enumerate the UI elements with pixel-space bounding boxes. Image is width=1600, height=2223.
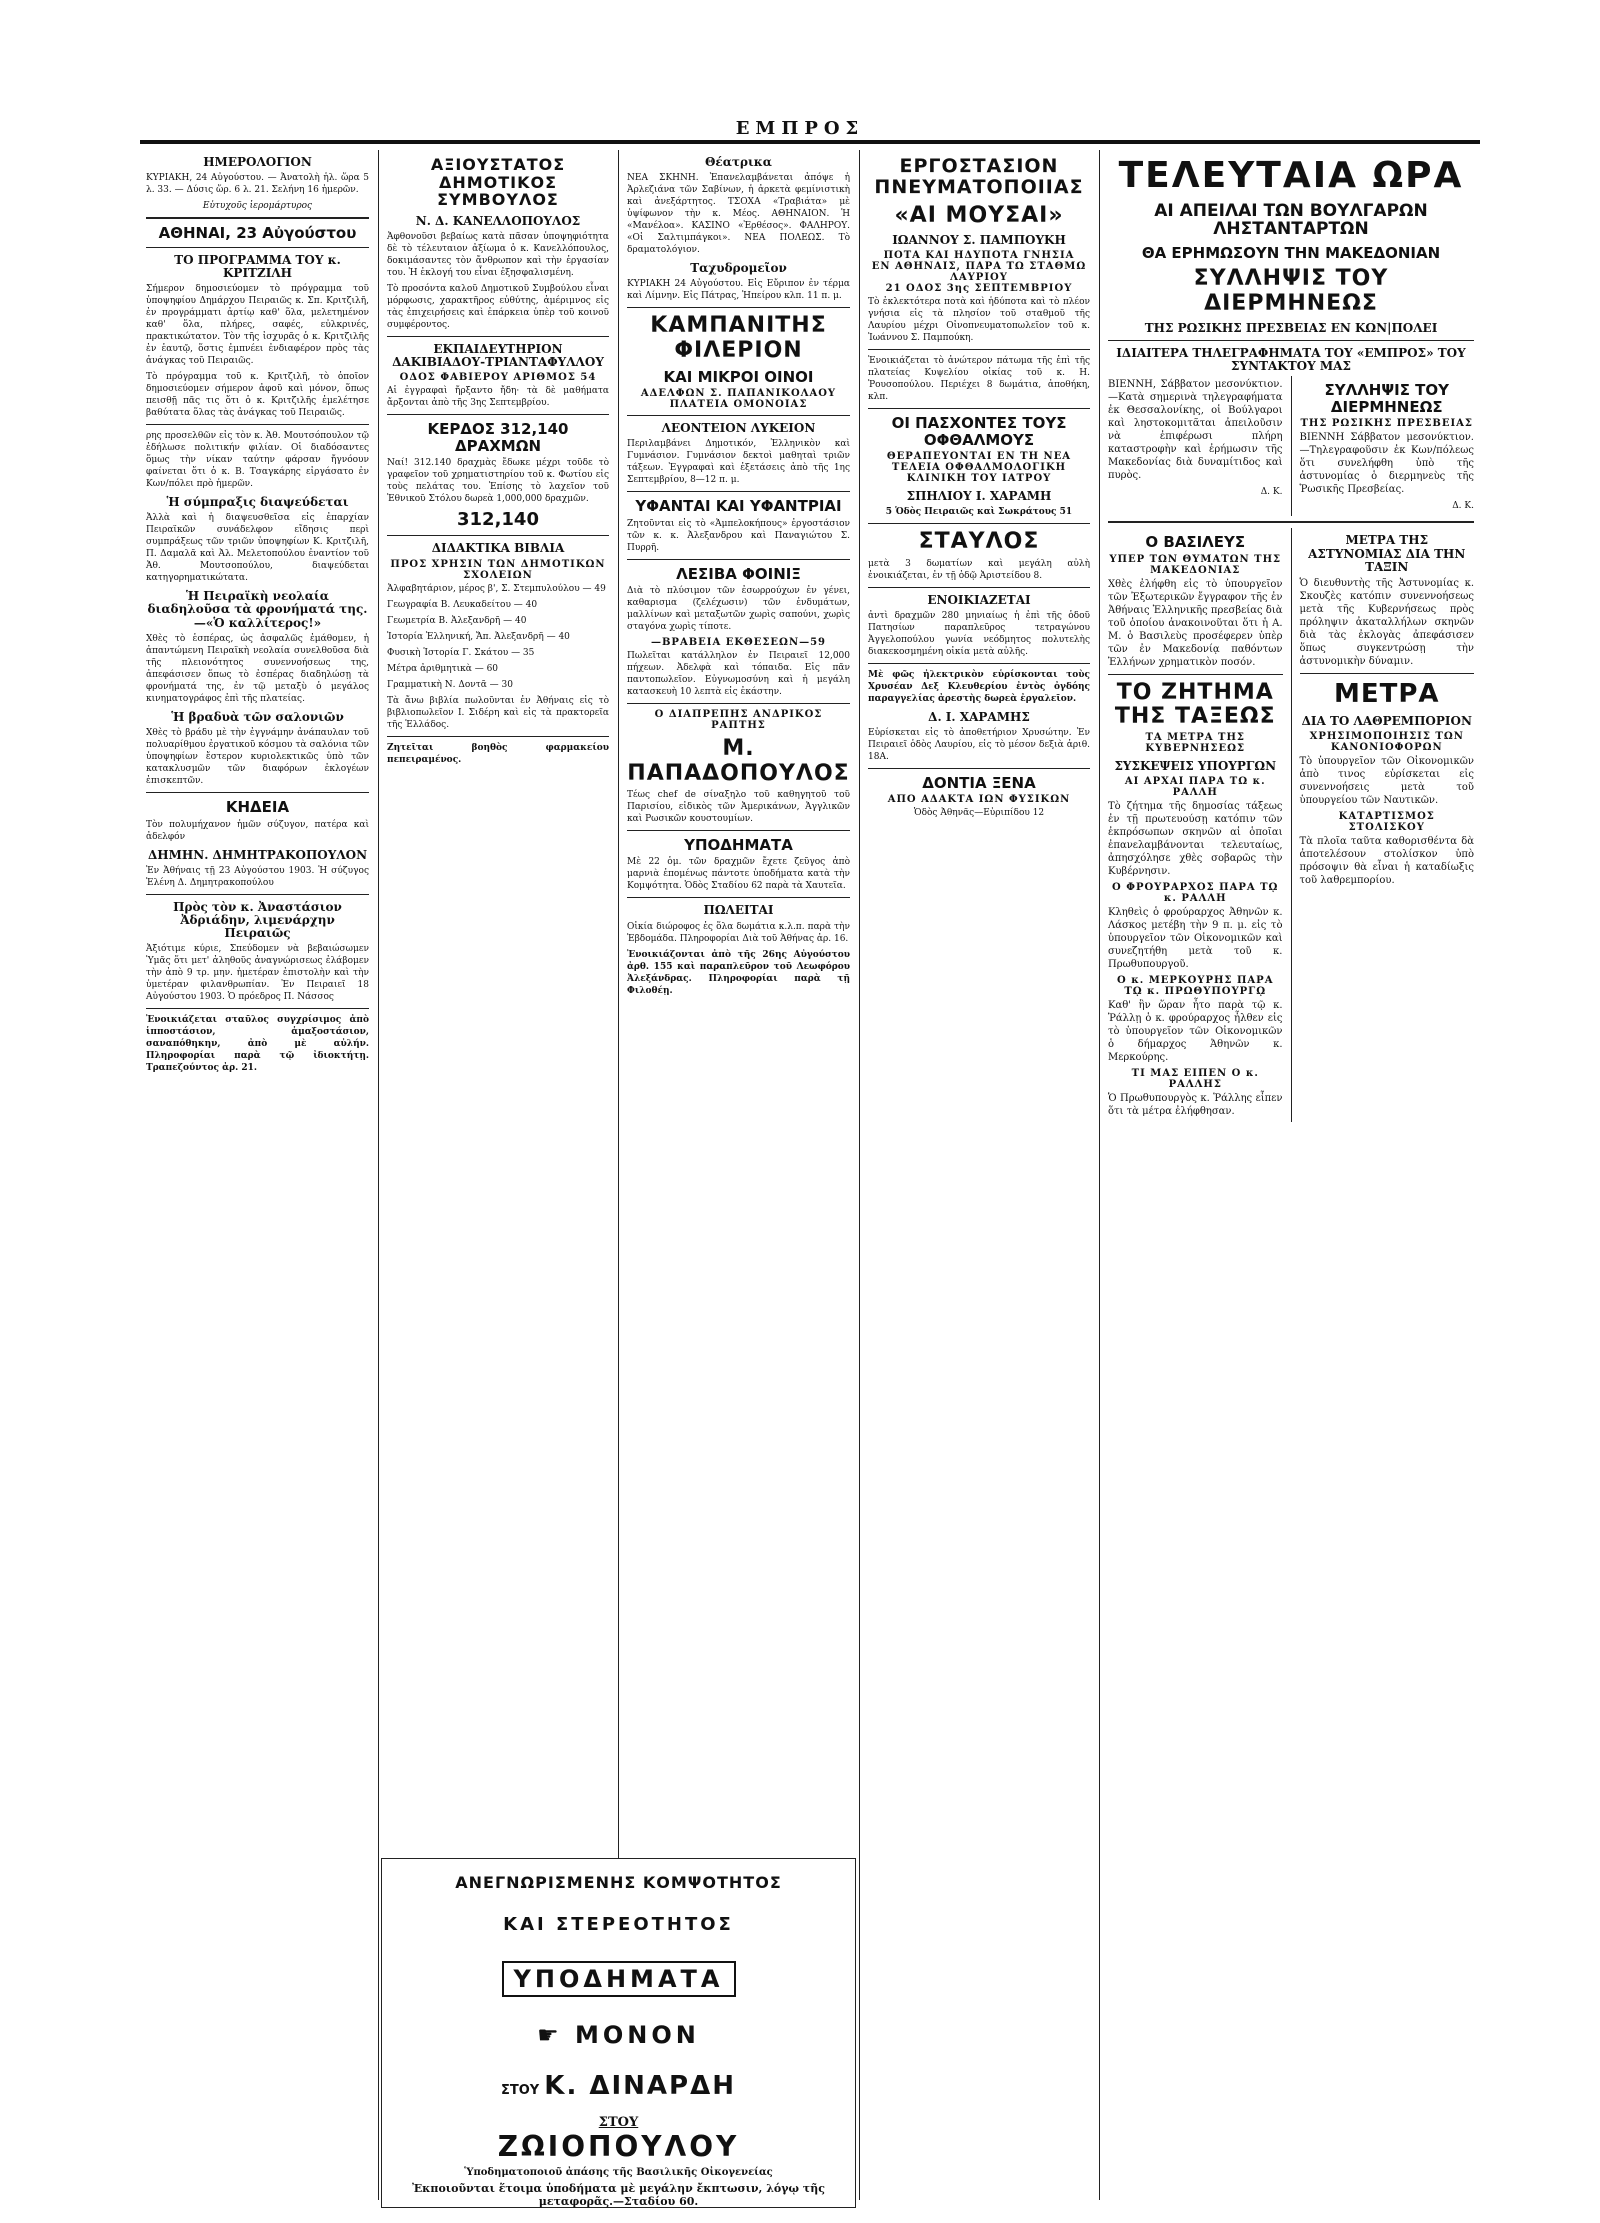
divider bbox=[627, 830, 850, 831]
school-heading: ΕΚΠΑΙΔΕΥΤΗΡΙΟΝ ΔΑΚΙΒΙΑΔΟΥ-ΤΡΙΑΝΤΑΦΥΛΛΟΥ bbox=[392, 341, 604, 370]
detergent-awards: —ΒΡΑΒΕΙΑ ΕΚΘΕΣΕΩΝ—59 bbox=[650, 637, 827, 649]
divider bbox=[868, 768, 1090, 769]
smuggling-heading: ΔΙΑ ΤΟ ΛΑΘΡΕΜΠΟΡΙΟΝ bbox=[1301, 713, 1472, 728]
article-text: Ἀλλὰ καὶ ἡ διαψευσθεῖσα εἰς ἐπαρχίαν Πειραϊκῶν συνάδελφον εἴδησις περὶ συμπράξεως τῶν τριῶν ὑποψηφίων Κ. Κριτζιλῆ, Π. Δαμαλᾶ καὶ Ἀλ. Μελετοπούλου ἐναντίον τοῦ Ἀθ. Μουτσοπούλου, διαψεύδεται κατηγορηματικώτατα. bbox=[146, 513, 369, 584]
books-heading: ΔΙΔΑΚΤΙΚΑ ΒΙΒΛΙΑ bbox=[431, 541, 565, 556]
divider bbox=[1108, 340, 1474, 341]
divider bbox=[1300, 673, 1475, 674]
deceased-name: ΔΗΜΗΝ. ΔΗΜΗΤΡΑΚΟΠΟΥΛΟΝ bbox=[147, 847, 368, 862]
divider bbox=[146, 894, 369, 895]
weavers-heading: ΥΦΑΝΤΑΙ ΚΑΙ ΥΦΑΝΤΡΙΑΙ bbox=[635, 497, 842, 516]
distillery-products: ΠΟΤΑ ΚΑΙ ΗΔΥΠΟΤΑ ΓΝΗΣΙΑ bbox=[883, 250, 1075, 262]
article-text: ρης προσελθῶν εἰς τὸν κ. Ἀθ. Μουτσόπουλον τῷ ἐδήλωσε πολιτικήν φιλίαν. Οἱ διαδόσαντες ὅμως τὴν νίκαν ταύτην φάρσαν ἤγνόουν φαίνεται ὅτι ὁ κ. Β. Τσαγκάρης εἰργάσατο ἐν Κων/πόλει πρὸ ἡμερῶν. bbox=[146, 431, 369, 490]
school-text: Αἱ ἐγγραφαὶ ἤρξαντο ἤδη· τὰ δὲ μαθήματα ἄρξονται ἀπὸ τῆς 3ης Σεπτεμβρίου. bbox=[387, 386, 609, 409]
post-heading: Ταχυδρομεῖον bbox=[690, 261, 787, 276]
newspaper-title: ΕΜΠΡΟΣ bbox=[735, 118, 865, 139]
article-heading: Ἡ βραδυὰ τῶν σαλονιῶν bbox=[171, 709, 344, 724]
detergent-text: Διὰ τὸ πλύσιμον τῶν ἐσωρρούχων ἐν γένει, καθαρισμα (ζελέχωσιν) τῶν ἐνδυμάτων, μαλλίνων καὶ μεταξωτῶν χωρὶς σαπούνι, χωρὶς σταγόνα χωρὶς τίποτε. bbox=[627, 586, 850, 633]
rent-heading: ΕΝΟΙΚΙΑΖΕΤΑΙ bbox=[927, 592, 1031, 607]
divider bbox=[146, 1008, 369, 1009]
dentures-subheading: ΑΠΟ ΑΔΑΚΤΑ ΙΩΝ ΦΥΣΙΚΩΝ bbox=[887, 794, 1071, 806]
dateline: ΑΘΗΝΑΙ, 23 Αὐγούστου bbox=[158, 224, 357, 243]
article-text: Σήμερον δημοσιεύομεν τὸ πρόγραμμα τοῦ ὑποψηφίου Δημάρχου Πειραιῶς κ. Σπ. Κριτζιλῆ, ἐν προγράμματι ἀρτίῳ καθ' ὅλα, μελετημένον καθ' ὅλα, πλήρες, σαφές, εὐλκρινές, πρακτικώτατον. Τὸν τῆς ἰσχυρᾶς ὁ κ. Κριτζιλῆς ἐν ἑαυτῷ, ὅστις ἐμπνέει ἐνδιαφέρον πρὸς τὰς ἀνάγκας τοῦ Πειραιῶς. bbox=[146, 284, 369, 367]
shoes-heading: ΥΠΟΔΗΜΑΤΑ bbox=[684, 835, 793, 854]
telegram-left bbox=[1108, 376, 1283, 516]
books-text: Τὰ ἄνω βιβλία πωλοῦνται ἐν Ἀθήναις εἰς τὸ βιβλιοπωλεῖον Ι. Σιδέρη καὶ εἰς τὰ πρακτορεῖα τῆς Ἑλλάδος. bbox=[387, 695, 609, 730]
letter-heading: Πρὸς τὸν κ. Ἀναστάσιον Ἀδριάδην, λιμενάρχην Πειραιῶς bbox=[173, 899, 342, 941]
eye-clinic-heading: ΟΙ ΠΑΣΧΟΝΤΕΣ ΤΟΥΣ ΟΦΘΑΛΜΟΥΣ bbox=[891, 414, 1067, 449]
arrest-heading: ΣΥΛΛΗΨΙΣ ΤΟΥ ΔΙΕΡΜΗΝΕΩΣ bbox=[1193, 266, 1389, 316]
telegram-text: ΒΙΕΝΝΗ, Σάββατον μεσονύκτιον.—Κατὰ σημερινὰ τηλεγραφήματα ἐκ Θεσσαλονίκης, οἱ Βούλγαροι καὶ ληστοκομιτᾶται ἀπειλοῦσιν νὰ ἐπιφέρωσι πλήρη καταστροφὴν καὶ ἐρήμωσιν τῆς Μακεδονίας διὰ δυναμίτιδος καὶ πυρὸς. bbox=[1108, 379, 1283, 482]
wine-ad-address: ΠΛΑΤΕΙΑ ΟΜΟΝΟΙΑΣ bbox=[669, 399, 808, 411]
ad-line-discount: Ἐκποιοῦνται ἕτοιμα ὑποδήματα μὲ μεγάλην ἔκπτωσιν, λόγῳ τῆς μεταφορᾶς.—Σταδίου 60. bbox=[412, 2182, 825, 2208]
column-4 bbox=[862, 150, 1096, 2200]
ad-only-text: ΜΟΝΟΝ bbox=[575, 2021, 700, 2049]
column-divider bbox=[1099, 150, 1100, 2200]
police-heading: ΜΕΤΡΑ ΤΗΣ ΑΣΤΥΝΟΜΙΑΣ ΔΙΑ ΤΗΝ ΤΑΞΙΝ bbox=[1308, 533, 1466, 574]
authorities-heading: ΑΙ ΑΡΧΑΙ ΠΑΡΑ ΤΩ κ. ΡΑΛΛΗ bbox=[1124, 776, 1266, 799]
ad-text: Τὸ προσόντα καλοῦ Δημοτικοῦ Συμβούλου εἶναι μόρφωσις, χαρακτῆρος εὐθύτης, ἀμέριμνος εἰς τὰς ἐπιχειρήσεις καὶ ἐπάρκεια ὑπὲρ τοῦ κοινοῦ συμφέροντος. bbox=[387, 283, 609, 330]
ad-line-at: ΣΤΟΥ bbox=[598, 2115, 639, 2130]
threats-heading: ΑΙ ΑΠΕΙΛΑΙ ΤΩΝ ΒΟΥΛΓΑΡΩΝ ΛΗΣΤΑΝΤΑΡΤΩΝ bbox=[1154, 200, 1428, 240]
divider bbox=[146, 424, 369, 425]
book-item: Γραμματικὴ Ν. Δοντᾶ — 30 bbox=[387, 679, 513, 690]
book-item: Φυσικὴ Ἱστορία Γ. Σκάτου — 35 bbox=[387, 647, 535, 658]
lottery-text: Ναί! 312.140 δραχμὰς ἔδωκε μέχρι τοῦδε τὸ γραφεῖον τοῦ χρηματιστηρίου τοῦ κ. Φωτίου εἰς τοὺς πελάτας του. Ἐπίσης τὸ λαχεῖον τοῦ Ἐθνικοῦ Στόλου δωρεὰ 1,000,000 δραχμῶν. bbox=[387, 458, 609, 505]
divider bbox=[387, 535, 609, 536]
order-subheading: ΤΑ ΜΕΤΡΑ ΤΗΣ ΚΥΒΕΡΝΗΣΕΩΣ bbox=[1145, 732, 1246, 755]
classified-text: Ἐνοικιάζονται ἀπὸ τῆς 26ης Αὐγούστου ἀρθ. 155 καὶ παραπλεῦρον τοῦ Λεωφόρου Ἀλεξάνδρας. Πληροφορίαι παρὰ τῇ Φιλοθέῃ. bbox=[627, 949, 850, 996]
divider bbox=[387, 336, 609, 337]
eye-clinic-text: ΘΕΡΑΠΕΥΟΝΤΑΙ ΕΝ ΤΗ ΝΕΑ ΤΕΛΕΙΑ ΟΦΘΑΛΜΟΛΟΓΙΚΗ ΚΛΙΝΙΚΗ ΤΟΥ ΙΑΤΡΟΥ bbox=[886, 451, 1072, 485]
lyceum-heading: ΛΕΟΝΤΕΙΟΝ ΛΥΚΕΙΟΝ bbox=[661, 421, 816, 436]
tailor-heading: Μ. ΠΑΠΑΔΟΠΟΥΛΟΣ bbox=[627, 736, 850, 786]
shoes-text: Μὲ 22 ὁμ. τῶν δραχμῶν ἔχετε ζεῦγος ἀπὸ μαρνιὰ ἐπομένως πάντοτε ὑποδήματα κατὰ τὴν Κομψότητα. Ὁδὸς Σταδίου 62 παρὰ τὰ Χαυτεῖα. bbox=[627, 857, 850, 892]
column-1 bbox=[140, 150, 375, 2200]
lottery-amount: 312,140 bbox=[457, 509, 539, 531]
telegram-right bbox=[1300, 376, 1475, 516]
king-heading: Ο ΒΑΣΙΛΕΥΣ bbox=[1145, 533, 1246, 552]
garrison-text: Κληθεὶς ὁ φρούραρχος Ἀθηνῶν κ. Λάσκος μετέβη τὴν 9 π. μ. εἰς τὸ ὑπουργεῖον τῶν Οἰκονομικῶν καὶ συνεζητήθη μετὰ τοῦ κ. Πρωθυπουργοῦ. bbox=[1108, 907, 1283, 971]
lower-columns bbox=[1108, 528, 1474, 1122]
books-subheading: ΠΡΟΣ ΧΡΗΣΙΝ ΤΩΝ ΔΗΜΟΤΙΚΩΝ ΣΧΟΛΕΙΩΝ bbox=[390, 558, 606, 581]
ad-line-royal: Ὑποδηματοποιοῦ ἀπάσης τῆς Βασιλικῆς Οἰκογενείας bbox=[464, 2167, 773, 2178]
divider bbox=[627, 559, 850, 560]
distillery-text: Τὸ ἐκλεκτότερα ποτὰ καὶ ἡδύποτα καὶ τὸ πλέον γνήσια εἰς τὰ πλησίον τοῦ σταθμοῦ τῆς Λαυρίου μέχρι Οἰνοπνευματοπωλεῖον τοῦ κ. Ἰωάννου Σ. Παμπούκη. bbox=[868, 297, 1090, 344]
divider bbox=[387, 736, 609, 737]
column-divider bbox=[859, 150, 860, 2200]
article-heading: Ἡ Πειραϊκὴ νεολαία διαδηλοῦσα τὰ φρονήματά της.—«Ὁ καλλίτερος!» bbox=[147, 589, 368, 630]
divider bbox=[146, 792, 369, 793]
macedonia-heading: ΘΑ ΕΡΗΜΩΣΟΥΝ ΤΗΝ ΜΑΚΕΔΟΝΙΑΝ bbox=[1141, 243, 1441, 262]
wine-ad-owner: ΑΔΕΛΦΩΝ Σ. ΠΑΠΑΝΙΚΟΛΑΟΥ bbox=[640, 388, 837, 400]
post-text: ΚΥΡΙΑΚΗ 24 Αὐγούστου. Εἰς Εὔριπον ἐν τέρμα καὶ Λίμνην. Εἰς Πάτρας, Ἡπείρου κλπ. 11 π. μ. bbox=[627, 279, 850, 302]
lower-left bbox=[1108, 528, 1283, 1122]
arrest-subheading: ΤΗΣ ΡΩΣΙΚΗΣ ΠΡΕΣΒΕΙΑΣ ΕΝ ΚΩΝ|ΠΟΛΕΙ bbox=[1144, 320, 1438, 335]
telegram-signature: Δ. Κ. bbox=[1260, 487, 1283, 498]
divider bbox=[868, 408, 1090, 409]
funeral-text: Ἐν Ἀθήναις τῇ 23 Αὐγούστου 1903. Ἡ σύζυγος Ἑλένη Δ. Δημητρακοπούλου bbox=[146, 865, 369, 888]
theatre-text: ΝΕΑ ΣΚΗΝΗ. Ἐπανελαμβάνεται ἀπόψε ἡ Ἀρλεζιάνα τῶν Σαβίνων, ἡ ἀρκετὰ φεμίνιστικὴ καὶ ἀνεξάρτητος. ΤΣΟΧΑ «Τραβιάτα» μὲ ὑψίφωνον τὴν κ. Μέος. ΑΘΗΝΑΙΟΝ. Ἡ «Μανέλοα». ΚΑΣΙΝΟ «Ἐρθέσος». ΦΑΛΗΡΟΥ. «Οἱ Σαλτιμπάγκοι». ΝΕΑ ΠΟΛΕΩΣ. Τὸ δραματολόγιον. bbox=[627, 173, 850, 256]
distillery-address: 21 ΟΔΟΣ 3ης ΣΕΠΤΕΜΒΡΙΟΥ bbox=[885, 283, 1073, 295]
saint-of-day: Εὐτυχοῦς ἱερομάρτυρος bbox=[202, 201, 313, 212]
divider bbox=[868, 349, 1090, 350]
charamis-text: Εὑρίσκεται εἰς τὸ ἀποθετήριον Χρυσώτην. Ἐν Πειραιεῖ ὁδὸς Λαυρίου, εἰς τὸ μέσον δεξιὰ ἀριθ. 18Α. bbox=[868, 727, 1090, 762]
lower-right bbox=[1300, 528, 1475, 1122]
ad-line-shoes: ΥΠΟΔΗΜΑΤΑ bbox=[502, 1961, 736, 1997]
ad-shop-name: Κ. ΔΙΝΑΡΔΗ bbox=[544, 2071, 736, 2101]
last-hour-heading: ΤΕΛΕΥΤΑΙΑ ΩΡΑ bbox=[1118, 155, 1464, 196]
mercouris-text: Καθ' ἣν ὥραν ἦτο παρὰ τῷ κ. Ῥάλλῃ ὁ κ. φρούραρχος ἦλθεν εἰς τὸ ὑπουργεῖον τῶν Οἰκονομικῶν ὁ δήμαρχος Ἀθηνῶν κ. Μερκούρης. bbox=[1108, 1000, 1283, 1064]
fleet-text: Τὰ πλοῖα ταῦτα καθορισθέντα δὰ ἀποτελέσουν στολίσκον ὑπὸ πρόσοψιν θὰ εἶναι ἡ καταδίωξις τοῦ λαθρεμπορίου. bbox=[1299, 835, 1474, 886]
column-5 bbox=[1102, 150, 1480, 2200]
measures-heading: ΜΕΤΡΑ bbox=[1333, 678, 1440, 709]
telegrams-heading: ΙΔΙΑΙΤΕΡΑ ΤΗΛΕΓΡΑΦΗΜΑΤΑ ΤΟΥ «ΕΜΠΡΟΣ» ΤΟΥ ΣΥΝΤΑΚΤΟΥ ΜΑΣ bbox=[1116, 346, 1466, 374]
electric-text: Μὲ φῶς ἠλεκτρικὸν εὑρίσκονται τοὺς Χρυσέαν Δεξ Κλευθερίου ἐντὸς ὀγδόης παραγγελίας ἀρεστὴς δωρεὰ ἐργαλεῖον. bbox=[868, 669, 1090, 704]
book-item: Ἱστορία Ἑλληνική, Ἄπ. Ἀλεξανδρῆ — 40 bbox=[387, 631, 570, 642]
dentures-address: Ὁδὸς Ἀθηνᾶς—Εὐριπίδου 12 bbox=[913, 808, 1045, 819]
stable-text: μετὰ 3 δωματίων καὶ μεγάλη αὐλὴ ἐνοικιάζεται, ἐν τῇ ὁδῷ Ἀριστείδου 8. bbox=[868, 558, 1090, 581]
mercouris-heading: Ο κ. ΜΕΡΚΟΥΡΗΣ ΠΑΡΑ Τῼ κ. ΠΡΩΘΥΠΟΥΡΓῼ bbox=[1117, 975, 1274, 998]
ad-line-zoiopoulou: ΖΩΙΟΠΟΥΛΟΥ bbox=[497, 2130, 740, 2163]
detergent-heading: ΛΕΣΙΒΑ ΦΟΙΝΙΞ bbox=[676, 564, 801, 583]
article-heading: Ἡ σύμπραξις διαψεύδεται bbox=[166, 495, 349, 510]
wine-ad-subheading: ΚΑΙ ΜΙΚΡΟΙ ΟΙΝΟΙ bbox=[663, 367, 814, 386]
divider bbox=[627, 307, 850, 308]
pointing-hand-icon: ☛ bbox=[537, 2021, 575, 2049]
letter-text: Ἀξιότιμε κύριε, Σπεύδομεν νὰ βεβαιώσωμεν Ὑμᾶς ὅτι μετ' ἀληθοῦς ἀναγνώρισεως ἐλάβομεν τὴν ἀπὸ 9 τρ. μην. ἡμετέραν ἐπιστολὴν καὶ τὴν ὑμετέραν φιλανθρωπίαν. Ἐν Πειραιεῖ 18 Αὐγούστου 1903. Ὁ πρόεδρος Π. Νάσσος bbox=[146, 944, 369, 1003]
masthead bbox=[0, 0, 1600, 148]
column-divider bbox=[378, 150, 379, 2200]
dentures-heading: ΔΟΝΤΙΑ ΞΕΝΑ bbox=[922, 773, 1036, 792]
arrest2-heading: ΣΥΛΛΗΨΙΣ ΤΟΥ ΔΙΕΡΜΗΝΕΩΣ bbox=[1324, 381, 1450, 416]
book-item: Γεωγραφία Β. Λευκαδείτου — 40 bbox=[387, 599, 538, 610]
divider bbox=[868, 663, 1090, 664]
funeral-heading: ΚΗΔΕΙΑ bbox=[225, 798, 290, 816]
theatre-heading: Θέατρικα bbox=[704, 155, 773, 169]
telegram-columns bbox=[1108, 376, 1474, 516]
divider bbox=[1291, 376, 1292, 516]
ad-shop-prefix: ΣΤΟΥ bbox=[500, 2083, 540, 2098]
charamis-heading: Δ. Ι. ΧΑΡΑΜΗΣ bbox=[928, 709, 1030, 724]
classified-text: Ἐνοικιάζεται σταῦλος συγχρίσιμος ἀπὸ ἱπποστάσιον, ἁμαξοστάσιον, σαναπόθηκην, ἀπὸ μὲ αὐλήν. Πληροφορίαι παρὰ τῷ ἰδιοκτήτῃ. Τραπεζούντος ἀρ. 21. bbox=[146, 1015, 369, 1074]
order-heading: ΤΟ ΖΗΤΗΜΑ ΤΗΣ ΤΑΞΕΩΣ bbox=[1114, 679, 1276, 730]
book-item: Ἀλφαβητάριον, μέρος β', Σ. Στεμπυλούλου — 49 bbox=[387, 583, 606, 594]
book-item: Μέτρα ἀριθμητικὰ — 60 bbox=[387, 663, 499, 674]
gunboats-heading: ΧΡΗΣΙΜΟΠΟΙΗΣΙΣ ΤΩΝ ΚΑΝΟΝΙΟΦΟΡΩΝ bbox=[1309, 730, 1464, 753]
rallis-heading: ΤΙ ΜΑΣ ΕΙΠΕΝ Ο κ. ΡΑΛΛΗΣ bbox=[1131, 1068, 1259, 1091]
divider bbox=[627, 491, 850, 492]
divider bbox=[868, 523, 1090, 524]
divider bbox=[627, 415, 850, 416]
king-subheading: ΥΠΕΡ ΤΩΝ ΘΥΜΑΤΩΝ ΤΗΣ ΜΑΚΕΔΟΝΙΑΣ bbox=[1109, 553, 1282, 576]
rallis-text: Ὁ Πρωθυπουργὸς κ. Ῥάλλης εἶπεν ὅτι τὰ μέτρα ἐλήφθησαν. bbox=[1108, 1093, 1283, 1118]
ad-text: Ἀφθονοῦσι βεβαίως κατὰ πᾶσαν ὑποψηφιότητα δὲ τὸ τέλευταιον ἀξίωμα ὁ κ. Κανελλόπουλος, δοκιμάσαντες τὸν ἄνθρωπον καὶ τὴν ἐργασίαν του. Ἡ ἐκλογή του εἶναι ἐξησφαλισμένη. bbox=[387, 231, 609, 278]
eye-doctor-name: ΣΠΗΛΙΟΥ Ι. ΧΑΡΑΜΗ bbox=[906, 489, 1052, 504]
divider bbox=[1108, 521, 1474, 523]
masthead-rule bbox=[140, 140, 1480, 144]
divider bbox=[146, 217, 369, 219]
divider bbox=[146, 247, 369, 248]
section-heading: ΗΜΕΡΟΛΟΓΙΟΝ bbox=[203, 155, 312, 169]
classified-text: Ἐνοικιάζεται τὸ ἀνώτερον πάτωμα τῆς ἐπὶ τῆς πλατείας Κυψελίου οἰκίας τοῦ κ. Η. Ῥουσοπούλου. Περιέχει 8 δωμάτια, ἀποθήκη, κλπ. bbox=[868, 356, 1090, 403]
detergent-text: Πωλεῖται κατάλληλον ἐν Πειραιεῖ 12,000 πήχεων. Ἀδελφὰ καὶ τόπαιδα. Εἰς πᾶν παντοπωλεῖον. Εὐγνωμοσύνη καὶ ἡ μεγάλη κατασκευὴ 10 λεπτὰ εἰς ἐκάστην. bbox=[627, 651, 850, 698]
wine-ad-heading: ΚΑΜΠΑΝΙΤΗΣ ΦΙΛΕΡΙΟΝ bbox=[650, 313, 827, 363]
eye-clinic-address: 5 Ὁδὸς Πειραιῶς καὶ Σωκράτους 51 bbox=[885, 507, 1073, 518]
order-text: Τὸ ζήτημα τῆς δημοσίας τάξεως ἐν τῇ πρωτευούσῃ κατόπιν τῶν ἐκπρόσωπων σκηνῶν αἱ ὁποῖαι ἐπανελαμβάνονται τελευταίως, ἀπησχόλησε χθὲς σοβαρῶς τὴν Κυβέρνησιν. bbox=[1108, 801, 1283, 878]
distillery-owner: ΙΩΑΝΝΟΥ Σ. ΠΑΜΠΟΥΚΗ bbox=[892, 232, 1066, 247]
fleet-heading: ΚΑΤΑΡΤΙΣΜΟΣ ΣΤΟΛΙΣΚΟΥ bbox=[1338, 810, 1435, 833]
divider bbox=[627, 897, 850, 898]
garrison-heading: Ο ΦΡΟΥΡΑΡΧΟΣ ΠΑΡΑ Τῼ κ. ΡΑΛΛΗ bbox=[1112, 882, 1279, 905]
classified-text: Ζητεῖται βοηθὸς φαρμακείου πεπειραμένος. bbox=[387, 742, 609, 765]
sale-text: Οἰκία διώροφος ἐς ὅλα δωμάτια κ.λ.π. παρὰ τὴν Ἑβδομάδα. Πληροφορίαι Διὰ τοῦ Ἀθήνας ἀρ. 16. bbox=[627, 921, 850, 944]
lottery-heading: ΚΕΡΔΟΣ 312,140 ΔΡΑΧΜΩΝ bbox=[427, 420, 569, 455]
stable-heading: ΣΤΑΥΛΟΣ bbox=[918, 529, 1040, 555]
lyceum-text: Περιλαμβάνει Δημοτικόν, Ἑλληνικὸν καὶ Γυμνάσιον. Γυμνάσιον δεκτοὶ μαθηταὶ τριῶν τάξεων. Ἐγγραφαὶ καὶ ἐξετάσεις ἀπὸ τῆς 1ης Σεπτεμβρίου, 8—12 π. μ. bbox=[627, 439, 850, 486]
ministers-heading: ΣΥΣΚΕΨΕΙΣ ΥΠΟΥΡΓΩΝ bbox=[1114, 759, 1277, 774]
sale-heading: ΠΩΛΕΙΤΑΙ bbox=[703, 903, 774, 918]
king-text: Χθὲς ἐλήφθη εἰς τὸ ὑπουργεῖον τῶν Ἐξωτερικῶν ἔγγραφον τῆς ἐν Ἀθήναις Ἑλληνικῆς πρεσβείας διὰ τοῦ ὁποίου ἀνακοινοῦται ὅτι ἡ Α. Μ. ὁ Βασιλεὺς προσέφερεν ὑπὲρ τῶν ἐν Μακεδονίᾳ παθόντων Ἑλλήνων χρηματικὸν ποσόν. bbox=[1108, 578, 1283, 668]
divider bbox=[627, 703, 850, 704]
arrest2-subheading: ΤΗΣ ΡΩΣΙΚΗΣ ΠΡΕΣΒΕΙΑΣ bbox=[1300, 418, 1474, 430]
divider bbox=[868, 587, 1090, 588]
weavers-text: Ζητοῦνται εἰς τὸ «Ἀμπελοκήπους» ἐργοστάσιον τῶν κ. κ. Ἀλεξανδρου καὶ Παναγιώτου Σ. Πυρρῆ. bbox=[627, 518, 850, 553]
telegram-signature: Δ. Κ. bbox=[1452, 501, 1474, 512]
divider bbox=[1291, 528, 1292, 1122]
book-item: Γεωμετρία Β. Ἀλεξανδρῆ — 40 bbox=[387, 615, 527, 626]
distillery-heading: ΕΡΓΟΣΤΑΣΙΟΝ ΠΝΕΥΜΑΤΟΠΟΙΙΑΣ bbox=[874, 155, 1084, 198]
article-text: Τὸ πρόγραμμα τοῦ κ. Κριτζιλῆ, τὸ ὁποῖον δημοσιεύομεν σήμερον ἀφοῦ καὶ μόνον, ὅπως πεισθῇ πᾶς τις ὅτι ὁ κ. Κριτζιλῆς ἐμελέτησε βαθύτατα ὅλας τὰς ἀνάγκας τοῦ Πειραιῶς. bbox=[146, 372, 369, 419]
ad-line-durability: ΚΑΙ ΣΤΕΡΕΟΤΗΤΟΣ bbox=[503, 1914, 734, 1935]
tailor-text: Τέως chef de σίναξηλο τοῦ καθηγητοῦ τοῦ Παρισίου, εἰδικὸς τῶν Ἀμερικάνων, Ἀγγλικῶν καὶ Ρωσικῶν κουστουμίων. bbox=[627, 789, 850, 824]
divider bbox=[387, 414, 609, 415]
rent-text: ἀντὶ δραχμῶν 280 μηνιαίως ἡ ἐπὶ τῆς ὁδοῦ Πατησίων παραπλεῦρος τετραγώνου Ἀγγελοπούλου γωνία νεόδμητος πολυτελὴς διακεκοσμημένη οἰκία μετὰ αὐλῆς. bbox=[868, 610, 1090, 657]
distillery-location: ΕΝ ΑΘΗΝΑΙΣ, ΠΑΡΑ ΤΩ ΣΤΑΘΜΩ ΛΑΥΡΙΟΥ bbox=[871, 261, 1087, 284]
ad-line-shop bbox=[382, 2071, 855, 2101]
tailor-subheading: Ο ΔΙΑΠΡΕΠΗΣ ΑΝΔΡΙΚΟΣ ΡΑΠΤΗΣ bbox=[654, 709, 823, 732]
arrest2-text: ΒΙΕΝΝΗ Σάββατον μεσονύκτιον.—Τηλεγραφοῦσιν ἐκ Κων/πόλεως ὅτι συνελήφθη ὑπὸ τῆς ἀστυνομίας ὁ διερμηνεὺς τῆς Ῥωσικῆς Πρεσβείας. bbox=[1299, 432, 1474, 496]
calendar-text: ΚΥΡΙΑΚΗ, 24 Αὐγούστου. — Ἀνατολὴ ἡλ. ὥρα 5 λ. 33. — Δύσις ὥρ. 6 λ. 21. Σελήνη 16 ἡμερῶν. bbox=[146, 173, 369, 196]
school-address: ΟΔΟΣ ΦΑΒΙΕΡΟΥ ΑΡΙΘΜΟΣ 54 bbox=[399, 372, 597, 384]
article-text: Χθὲς τὸ βράδυ μὲ τὴν ἐγγνάμην ἀνάπαυλαν τοῦ πολυαρίθμου ἐργατικοῦ κόσμου τὰ σαλόνια τῶν ὑποψηφίων ἔστερον κυριολεκτικῶς ὑπὸ τῶν κατακλυσμῶν τῶν διαφόρων ἐκλογέων ἐπισκεπτῶν. bbox=[146, 728, 369, 786]
funeral-text: Τὸν πολυμήχανον ἡμῶν σύζυγον, πατέρα καὶ ἀδελφόν bbox=[146, 819, 369, 842]
shoe-advertisement bbox=[381, 1858, 856, 2208]
ad-line-elegance: ΑΝΕΓΝΩΡΙΣΜΕΝΗΣ ΚΟΜΨΟΤΗΤΟΣ bbox=[455, 1873, 782, 1892]
article-heading: ΤΟ ΠΡΟΓΡΑΜΜΑ ΤΟΥ κ. ΚΡΙΤΖΙΛΗ bbox=[174, 252, 341, 280]
ad-heading: ΑΞΙΟΥΣΤΑΤΟΣ ΔΗΜΟΤΙΚΟΣ ΣΥΜΒΟΥΛΟΣ bbox=[430, 155, 566, 210]
distillery-name: «ΑΙ ΜΟΥΣΑΙ» bbox=[894, 202, 1064, 228]
ad-subheading: Ν. Δ. ΚΑΝΕΛΛΟΠΟΥΛΟΣ bbox=[415, 213, 581, 228]
police-text: Ὁ διευθυντὴς τῆς Ἀστυνομίας κ. Σκουζὲς κατόπιν συνεννοήσεως μετὰ τῆς Κυβερνήσεως πρὸς πρόληψιν ἀκαταλλήλων σκηνῶν διὰ τὰς ἐκλογὰς ἀπεφάσισεν ὅπως συγκεντρώσῃ τὴν ἀστυνομικὴν δύναμιν. bbox=[1299, 577, 1474, 667]
divider bbox=[1108, 674, 1283, 675]
article-text: Χθὲς τὸ ἑσπέρας, ὡς ἀσφαλῶς ἐμάθομεν, ἡ ἀπαντώμενη Πειραϊκὴ νεολαία συνελθοῦσα διὰ τῆς πλειονότητος συνεννοήσεως της, ἀπεφάσισεν ὅπως τὸ ἐσπέρας διαδηλώσῃ τὰ φρονήματά της, ἐν τῷ μεταξὺ ὁ μεγάλος κινηματογράφος ἐπὶ τῆς πλατείας. bbox=[146, 633, 369, 704]
ad-line-only bbox=[382, 2021, 855, 2049]
smuggling-text: Τὸ ὑπουργεῖον τῶν Οἰκονομικῶν ἀπὸ τινος εὑρίσκεται εἰς συνεννοήσεις μετὰ τοῦ ὑπουργείου τῶν Ναυτικῶν. bbox=[1299, 755, 1474, 806]
